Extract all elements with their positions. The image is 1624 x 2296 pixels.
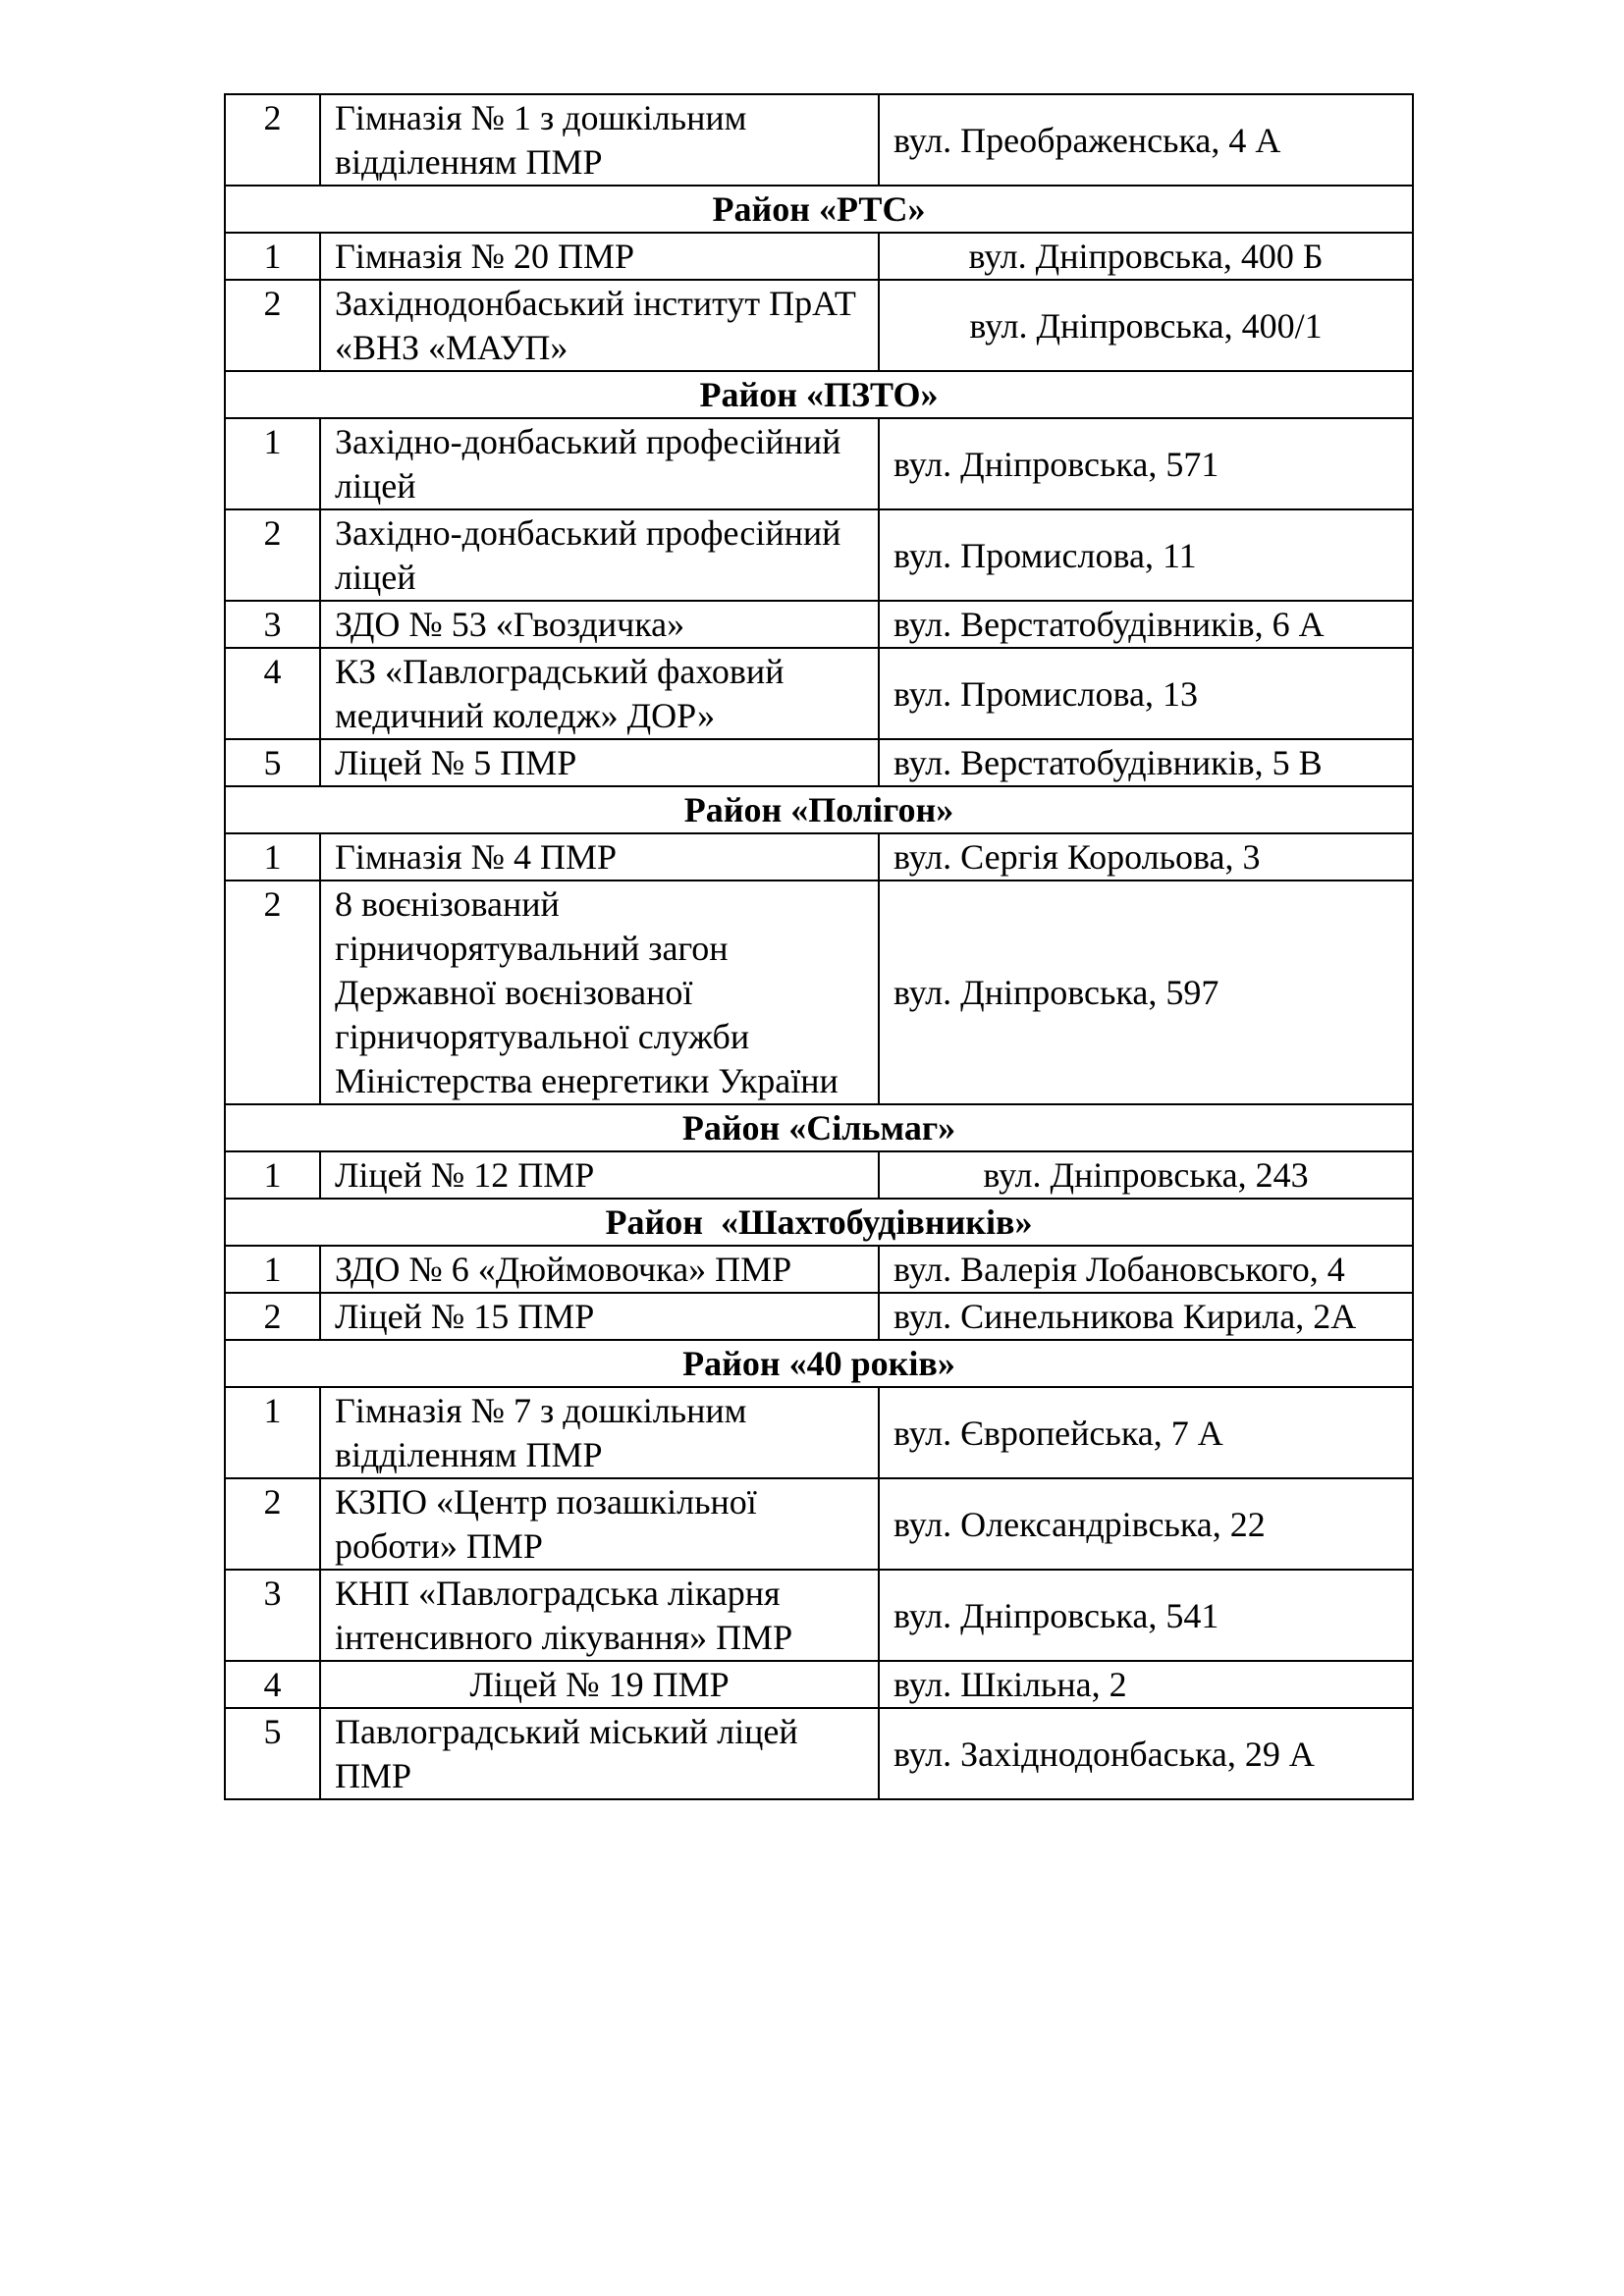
district-title: Район «РТС» [225,186,1413,233]
district-title: Район «40 років» [225,1340,1413,1387]
district-header-row [225,186,1413,233]
institution-name: ЗДО № 53 «Гвоздичка» [320,601,879,648]
row-number: 2 [225,1293,320,1340]
institution-name: Ліцей № 5 ПМР [320,739,879,786]
district-title: Район «ПЗТО» [225,371,1413,418]
institution-address: вул. Дніпровська, 571 [879,418,1413,509]
institution-address: вул. Дніпровська, 541 [879,1570,1413,1661]
institution-name: КЗПО «Центр позашкільної роботи» ПМР [320,1478,879,1570]
row-number: 5 [225,1708,320,1799]
district-header-row [225,786,1413,833]
institution-address: вул. Верстатобудівників, 5 В [879,739,1413,786]
institution-name: Ліцей № 12 ПМР [320,1151,879,1199]
table-row [225,1151,1413,1199]
table-row [225,1478,1413,1570]
row-number: 1 [225,1387,320,1478]
table-row [225,1708,1413,1799]
row-number: 2 [225,94,320,186]
institution-address: вул. Дніпровська, 243 [879,1151,1413,1199]
institution-address: вул. Сергія Корольова, 3 [879,833,1413,881]
row-number: 4 [225,648,320,739]
table-row [225,233,1413,280]
institution-name: Західно-донбаський професійний ліцей [320,509,879,601]
institution-address: вул. Дніпровська, 400/1 [879,280,1413,371]
institution-address: вул. Промислова, 13 [879,648,1413,739]
institution-name: Ліцей № 19 ПМР [320,1661,879,1708]
institutions-table [224,93,1414,1800]
institution-name: Гімназія № 7 з дошкільним відділенням ПМР [320,1387,879,1478]
row-number: 2 [225,1478,320,1570]
institution-address: вул. Дніпровська, 400 Б [879,233,1413,280]
institution-name: Гімназія № 1 з дошкільним відділенням ПМР [320,94,879,186]
district-title: Район «Сільмаг» [225,1104,1413,1151]
institution-address: вул. Європейська, 7 А [879,1387,1413,1478]
row-number: 1 [225,1151,320,1199]
institution-name: ЗДО № 6 «Дюймовочка» ПМР [320,1246,879,1293]
row-number: 1 [225,233,320,280]
institution-address: вул. Шкільна, 2 [879,1661,1413,1708]
table-row [225,94,1413,186]
row-number: 5 [225,739,320,786]
institution-name: КЗ «Павлоградський фаховий медичний коледж» ДОР» [320,648,879,739]
district-header-row [225,1340,1413,1387]
district-title: Район «Полігон» [225,786,1413,833]
district-header-row [225,371,1413,418]
table-row [225,601,1413,648]
table-row [225,1246,1413,1293]
table-row [225,509,1413,601]
row-number: 4 [225,1661,320,1708]
institution-name: Гімназія № 20 ПМР [320,233,879,280]
table-row [225,1570,1413,1661]
table-row [225,280,1413,371]
table-row [225,1293,1413,1340]
institution-name: Гімназія № 4 ПМР [320,833,879,881]
institution-name: Західнодонбаський інститут ПрАТ «ВНЗ «МАУП» [320,280,879,371]
institution-address: вул. Олександрівська, 22 [879,1478,1413,1570]
institution-name: Павлоградський міський ліцей ПМР [320,1708,879,1799]
row-number: 1 [225,418,320,509]
institution-name: 8 воєнізований гірничорятувальний загон Державної воєнізованої гірничорятувальної служби Міністерства енергетики України [320,881,879,1104]
table-row [225,418,1413,509]
row-number: 1 [225,1246,320,1293]
institution-address: вул. Дніпровська, 597 [879,881,1413,1104]
row-number: 3 [225,1570,320,1661]
institution-name: КНП «Павлоградська лікарня інтенсивного лікування» ПМР [320,1570,879,1661]
institution-name: Західно-донбаський професійний ліцей [320,418,879,509]
institution-address: вул. Західнодонбаська, 29 А [879,1708,1413,1799]
institution-address: вул. Верстатобудівників, 6 А [879,601,1413,648]
row-number: 3 [225,601,320,648]
institutions-table-body [225,94,1413,1799]
row-number: 1 [225,833,320,881]
institution-address: вул. Промислова, 11 [879,509,1413,601]
table-row [225,648,1413,739]
table-row [225,1661,1413,1708]
district-title: Район «Шахтобудівників» [225,1199,1413,1246]
institution-address: вул. Преображенська, 4 А [879,94,1413,186]
institution-address: вул. Синельникова Кирила, 2А [879,1293,1413,1340]
institution-name: Ліцей № 15 ПМР [320,1293,879,1340]
table-row [225,833,1413,881]
institution-address: вул. Валерія Лобановського, 4 [879,1246,1413,1293]
table-row [225,1387,1413,1478]
row-number: 2 [225,280,320,371]
row-number: 2 [225,881,320,1104]
table-row [225,881,1413,1104]
district-header-row [225,1104,1413,1151]
district-header-row [225,1199,1413,1246]
row-number: 2 [225,509,320,601]
table-row [225,739,1413,786]
